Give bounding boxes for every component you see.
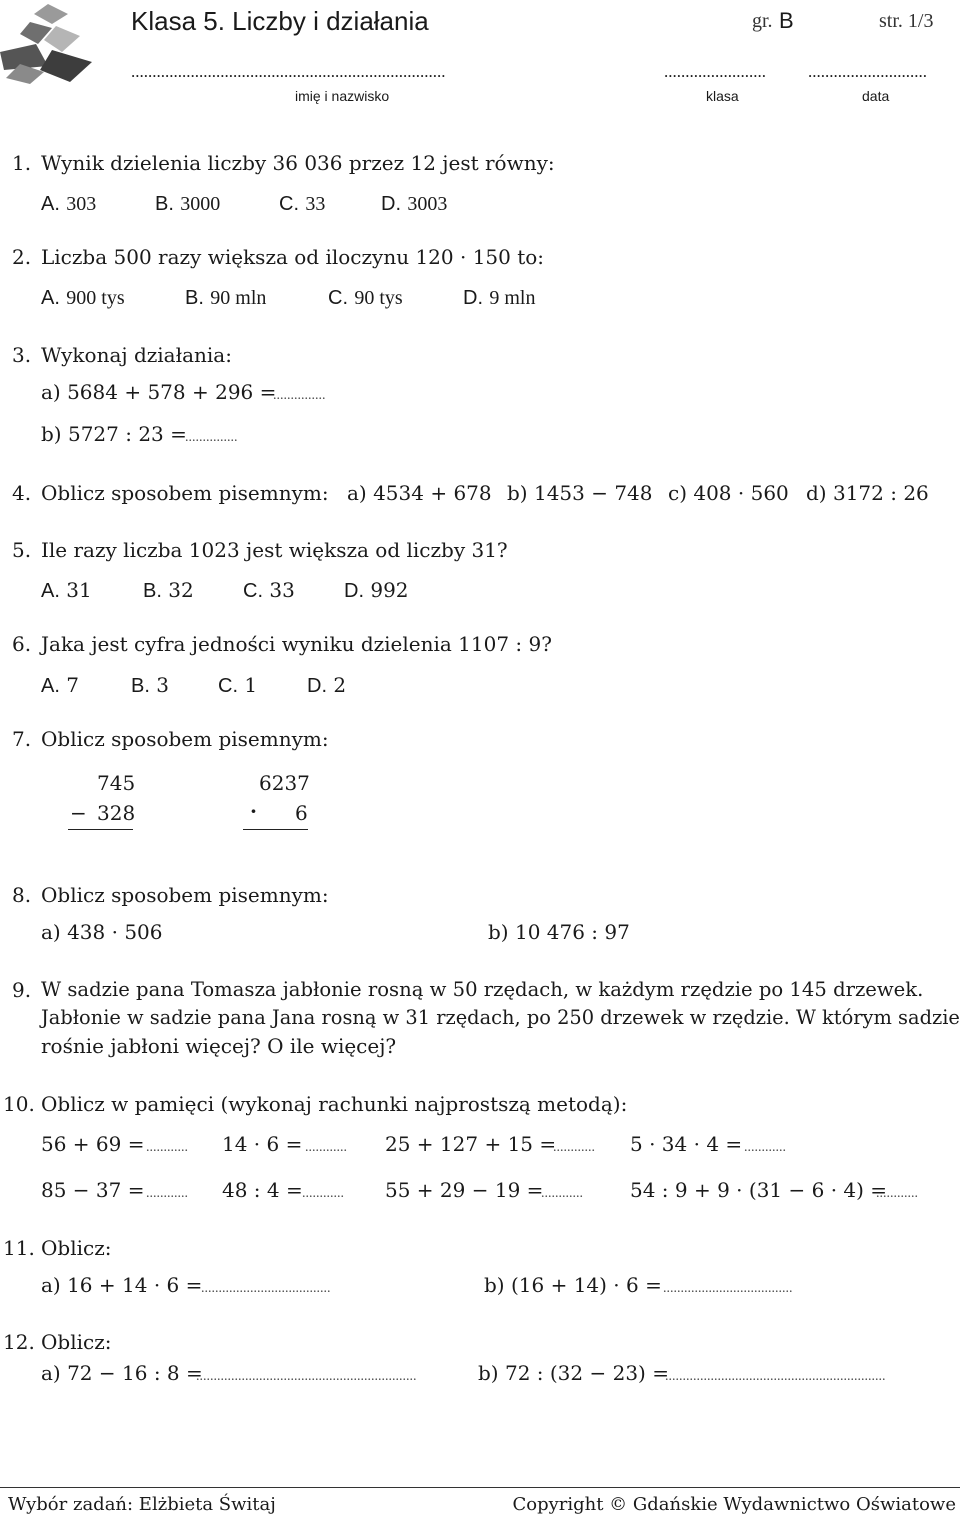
answer-blank[interactable]: ............... xyxy=(185,430,238,445)
name-field[interactable]: .......................................................................... xyxy=(131,62,446,81)
option-value: 3 xyxy=(156,673,169,697)
question-number: 3. xyxy=(12,343,32,367)
page-title: Klasa 5. Liczby i działania xyxy=(131,6,429,36)
answer-option[interactable] xyxy=(41,578,92,603)
task-b: b) 5727 : 23 = xyxy=(41,422,187,446)
answer-option[interactable] xyxy=(243,578,295,603)
answer-option[interactable] xyxy=(218,673,257,698)
multiplier: 6 xyxy=(295,801,308,825)
option-letter: B. xyxy=(155,193,174,215)
option-value: 9 mln xyxy=(489,287,536,309)
date-field[interactable]: ............................ xyxy=(808,62,927,81)
footer-author: Wybór zadań: Elżbieta Świtaj xyxy=(8,1494,276,1515)
option-value: 33 xyxy=(305,193,326,215)
option-value: 992 xyxy=(370,578,409,602)
answer-blank[interactable]: ............................................................... xyxy=(665,1369,886,1384)
mental-task: 5 · 34 · 4 = xyxy=(630,1132,743,1156)
option-value: 32 xyxy=(168,578,194,602)
group-label: gr. xyxy=(752,10,773,32)
answer-blank[interactable]: ............ xyxy=(553,1140,595,1155)
answer-blank[interactable]: ............ xyxy=(146,1140,188,1155)
question-text: Oblicz sposobem pisemnym: xyxy=(41,727,329,751)
option-value: 900 tys xyxy=(66,287,125,309)
publisher-logo xyxy=(0,0,100,90)
question-text: Jaka jest cyfra jedności wyniku dzielenia 1107 : 9? xyxy=(41,632,552,656)
task-b: b) 10 476 : 97 xyxy=(488,920,630,944)
task-part: c) 408 · 560 xyxy=(668,481,789,505)
mental-task: 14 · 6 = xyxy=(222,1132,303,1156)
answer-blank[interactable]: ............ xyxy=(305,1140,347,1155)
question-text: Oblicz: xyxy=(41,1330,112,1354)
answer-option[interactable] xyxy=(307,673,346,698)
question-number: 11. xyxy=(3,1236,35,1260)
question-number: 8. xyxy=(12,883,32,907)
task-part: b) 1453 − 748 xyxy=(507,481,653,505)
question-number: 6. xyxy=(12,632,32,656)
task-b: b) (16 + 14) · 6 = xyxy=(484,1273,662,1297)
question-number: 1. xyxy=(12,151,32,175)
mental-task: 56 + 69 = xyxy=(41,1132,145,1156)
subtraction-subtrahend: 328 xyxy=(97,801,136,825)
option-value: 303 xyxy=(66,193,97,215)
question-text: Wynik dzielenia liczby 36 036 przez 12 jest równy: xyxy=(41,151,555,175)
answer-option[interactable] xyxy=(381,191,447,216)
answer-blank[interactable]: ............ xyxy=(876,1186,918,1201)
task-part: d) 3172 : 26 xyxy=(806,481,929,505)
group-value: B xyxy=(779,8,794,33)
option-value: 90 tys xyxy=(354,287,403,309)
option-letter: C. xyxy=(328,287,348,309)
option-value: 33 xyxy=(269,578,295,602)
question-number: 7. xyxy=(12,727,32,751)
answer-option[interactable] xyxy=(131,673,169,698)
option-letter: C. xyxy=(243,580,263,602)
option-letter: C. xyxy=(279,193,299,215)
question-number: 4. xyxy=(12,481,32,505)
question-text: Oblicz sposobem pisemnym: xyxy=(41,481,329,505)
option-value: 7 xyxy=(66,673,79,697)
option-letter: B. xyxy=(185,287,204,309)
answer-option[interactable] xyxy=(41,673,79,698)
answer-option[interactable] xyxy=(155,191,220,216)
answer-option[interactable] xyxy=(463,285,535,310)
multiplicand: 6237 xyxy=(259,771,310,795)
name-label: imię i nazwisko xyxy=(295,88,390,104)
result-line xyxy=(68,829,133,830)
question-text: Oblicz w pamięci (wykonaj rachunki najprostszą metodą): xyxy=(41,1092,628,1116)
answer-option[interactable] xyxy=(328,285,403,310)
answer-blank[interactable]: ............ xyxy=(744,1140,786,1155)
option-letter: A. xyxy=(41,193,60,215)
option-value: 3000 xyxy=(180,193,221,215)
answer-option[interactable] xyxy=(279,191,325,216)
question-number: 5. xyxy=(12,538,32,562)
result-line xyxy=(243,829,308,830)
answer-option[interactable] xyxy=(41,285,125,310)
option-letter: D. xyxy=(381,193,401,215)
minus-sign: − xyxy=(70,801,87,825)
task-a: a) 16 + 14 · 6 = xyxy=(41,1273,203,1297)
question-text: Oblicz sposobem pisemnym: xyxy=(41,883,329,907)
answer-option[interactable] xyxy=(41,191,96,216)
task-b: b) 72 : (32 − 23) = xyxy=(478,1361,669,1385)
answer-blank[interactable]: ..................................... xyxy=(201,1281,331,1296)
option-value: 3003 xyxy=(407,193,448,215)
question-text: Oblicz: xyxy=(41,1236,112,1260)
answer-blank[interactable]: ..................................... xyxy=(663,1281,793,1296)
footer-copyright: Copyright © Gdańskie Wydawnictwo Oświatowe xyxy=(512,1494,956,1515)
option-letter: A. xyxy=(41,580,60,602)
date-label: data xyxy=(862,88,890,104)
answer-blank[interactable]: ............................................................... xyxy=(196,1369,417,1384)
answer-blank[interactable]: ............ xyxy=(302,1186,344,1201)
answer-option[interactable] xyxy=(143,578,194,603)
option-value: 1 xyxy=(244,673,258,697)
class-field[interactable]: ........................ xyxy=(664,62,766,81)
answer-blank[interactable]: ............... xyxy=(273,388,326,403)
option-letter: D. xyxy=(307,675,327,697)
option-letter: D. xyxy=(463,287,483,309)
question-text: Liczba 500 razy większa od iloczynu 120 · 150 to: xyxy=(41,245,545,269)
option-value: 90 mln xyxy=(210,287,267,309)
subtraction-minuend: 745 xyxy=(97,771,136,795)
question-text: rośnie jabłoni więcej? O ile więcej? xyxy=(41,1034,397,1058)
mental-task: 55 + 29 − 19 = xyxy=(385,1178,544,1202)
mental-task: 54 : 9 + 9 · (31 − 6 · 4) = xyxy=(630,1178,888,1202)
mental-task: 48 : 4 = xyxy=(222,1178,303,1202)
question-text: Wykonaj działania: xyxy=(41,343,232,367)
mental-task: 25 + 127 + 15 = xyxy=(385,1132,557,1156)
option-letter: B. xyxy=(143,580,162,602)
question-text: Jabłonie w sadzie pana Jana rosną w 31 rzędach, po 250 drzewek w rzędzie. W którym sadzie xyxy=(41,1006,960,1029)
answer-blank[interactable]: ............ xyxy=(146,1186,188,1201)
task-a: a) 438 · 506 xyxy=(41,920,163,944)
option-letter: A. xyxy=(41,287,60,309)
task-a: a) 72 − 16 : 8 = xyxy=(41,1361,203,1385)
option-letter: A. xyxy=(41,675,60,697)
option-value: 2 xyxy=(333,673,347,697)
question-text: Ile razy liczba 1023 jest większa od liczby 31? xyxy=(41,538,508,562)
answer-blank[interactable]: ............ xyxy=(541,1186,583,1201)
page-number: str. 1/3 xyxy=(879,10,934,32)
question-number: 9. xyxy=(12,978,32,1002)
question-number: 10. xyxy=(3,1092,35,1116)
option-letter: D. xyxy=(344,580,364,602)
option-value: 31 xyxy=(66,578,92,602)
task-a: a) 5684 + 578 + 296 = xyxy=(41,380,277,404)
answer-option[interactable] xyxy=(344,578,409,603)
multiply-sign: · xyxy=(250,799,257,823)
answer-option[interactable] xyxy=(185,285,266,310)
footer-rule xyxy=(0,1487,960,1488)
class-label: klasa xyxy=(706,88,739,104)
option-letter: C. xyxy=(218,675,238,697)
question-text: W sadzie pana Tomasza jabłonie rosną w 50 rzędach, w każdym rzędzie po 145 drzewek. xyxy=(41,978,924,1001)
option-letter: B. xyxy=(131,675,150,697)
question-number: 2. xyxy=(12,245,32,269)
mental-task: 85 − 37 = xyxy=(41,1178,145,1202)
question-number: 12. xyxy=(3,1330,35,1354)
task-part: a) 4534 + 678 xyxy=(347,481,492,505)
